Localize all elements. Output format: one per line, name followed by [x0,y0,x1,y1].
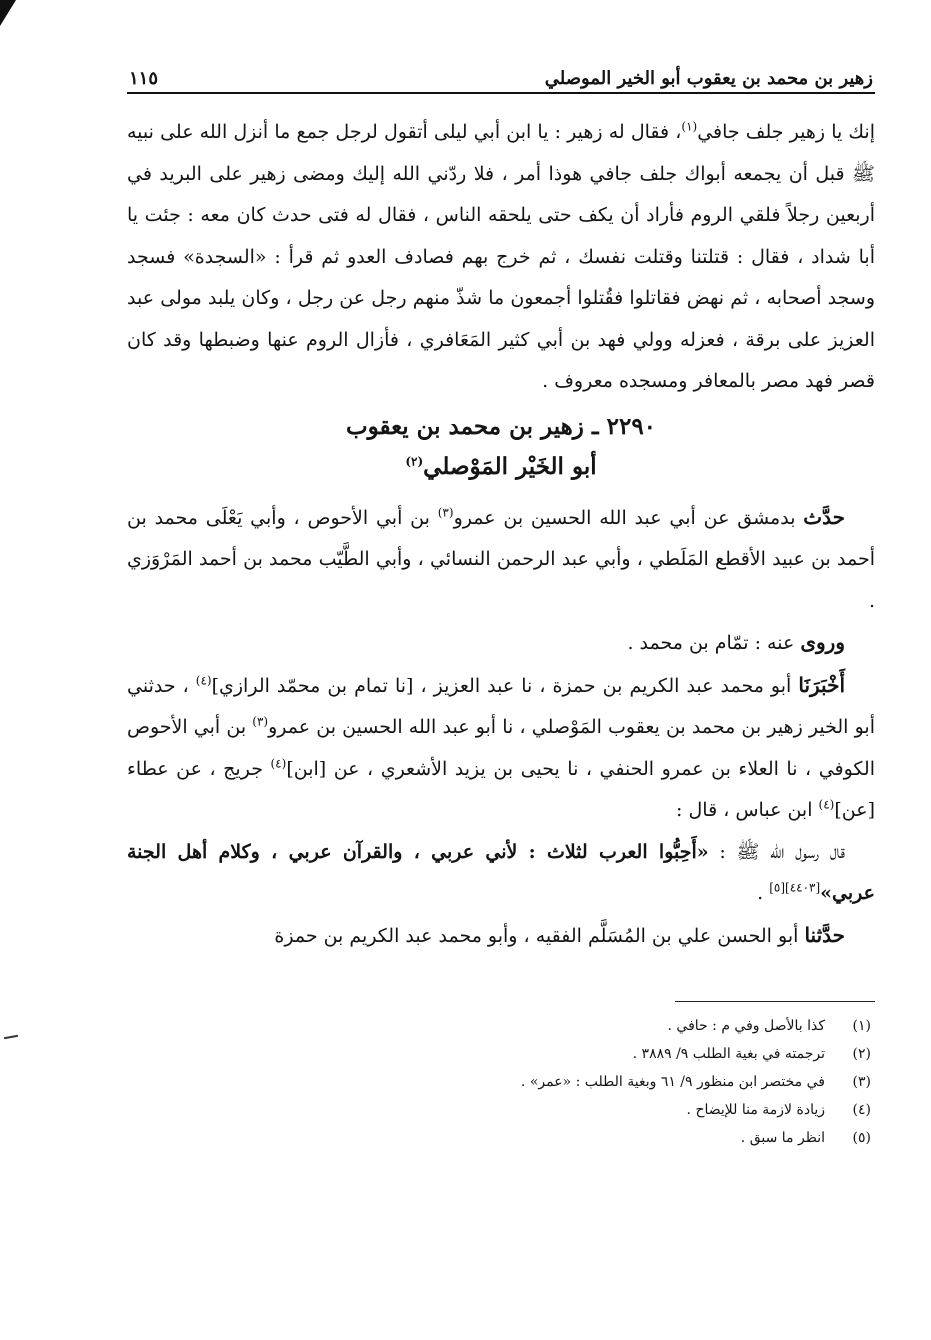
footnote-ref: (٢) [405,453,424,468]
running-title: زهير بن محمد بن يعقوب أبو الخير الموصلي [544,68,873,89]
entry-title: ٢٢٩٠ ـ زهير بن محمد بن يعقوب [345,412,657,440]
paragraph-haddathana [127,915,875,958]
lead-word: حدَّث [803,504,845,529]
paragraph-akhbarana [127,665,875,832]
margin-mark [4,1035,18,1039]
footnote-item [127,1040,875,1068]
text-run: إنك يا زهير جلف جافي [697,121,875,143]
footnote-rule [675,1001,875,1002]
footnote-text: في مختصر ابن منظور ٩/ ٦١ وبغية الطلب : «عمر» . [520,1074,825,1090]
footnotes [127,1001,875,1152]
footnote-item [127,1096,875,1124]
text-run: بن أبي الأحوص الكوفي ، نا العلاء بن عمرو الحنفي ، نا يحيى بن يزيد الأشعري ، عن [ابن] [127,716,875,780]
text-run: أبو محمد عبد الكريم بن حمزة ، نا عبد العزيز ، [نا تمام بن محمّد الرازي] [211,674,799,697]
text-run: بدمشق عن أبي عبد الله الحسين بن عمرو [453,506,804,529]
footnote-number: (١) [852,1018,871,1034]
footnote-text: انظر ما سبق . [740,1130,825,1146]
scan-corner-mark [0,0,16,26]
text-run: ، حدثني أبو الخير زهير بن محمد بن يعقوب المَوْصلي ، نا أبو عبد الله الحسين بن عمرو [127,674,876,738]
footnote-item [127,1124,875,1152]
text-run: عنه : تمّام بن محمد . [627,632,801,654]
lead-word: حدَّثنا [804,922,845,947]
paragraph-haddath [127,497,875,623]
footnote-text: ترجمته في بغية الطلب ٩/ ٣٨٨٩ . [632,1046,825,1062]
text-run: ابن عباس ، قال : [676,799,819,821]
running-header [127,58,875,94]
lead-word: أَخْبَرَنَا [798,672,845,697]
paragraph-hadith [127,832,875,915]
hadith-text: «أَحِبُّوا العرب لثلاث : لأني عربي ، والقرآن عربي ، وكلام أهل الجنة عربي» [127,840,875,904]
footnote-ref: (١) [681,119,698,134]
text-run: أبو الحسن علي بن المُسَلَّم الفقيه ، وأبو محمد عبد الكريم بن حمزة [274,924,805,947]
footnote-number: (٤) [852,1102,871,1118]
text-run: ، فقال له زهير : يا ابن أبي ليلى أتقول لرجل جمع ما أنزل الله على نبيه ﷺ قبل أن يجمعه أبواك جلف جافي هوذا أمر ، فلا ردّني الله إليك ومضى زهير على البريد في أربعين رجلاً فلقي الروم فأراد أن يكف حتى يلحقه الناس ، فقال له فتى حدث كان معه : جئت يا أبا شداد ، فقال : قتلتنا وقتلت نفسك ، ثم خرج بهم فصادف العدو ثم قرأ : «السجدة» فسجد وسجد أصحابه ، ثم نهض فقاتلوا فقُتلوا أجمعون ما شذّ منهم رجل عن رجل ، وكان يلبد مولى عبد العزيز على برقة ، فعزله وولي فهد بن أبي كثير المَعَافري ، فأزال الروم عنها وضبطها وقد كان قصر فهد مصر بالمعافر ومسجده معروف . [127,121,875,392]
footnote-text: زيادة لازمة منا للإيضاح . [686,1102,825,1118]
footnote-text: كذا بالأصل وفي م : حافي . [667,1018,825,1034]
text-run: جريج ، عن عطاء [عن] [127,757,875,821]
footnote-ref: (٣) [252,714,269,729]
paragraph-rawa [127,622,875,665]
footnote-item [127,1012,875,1040]
footnote-number: (٢) [852,1046,871,1062]
page-number: ١١٥ [129,68,159,89]
page [127,58,875,1152]
footnote-ref: (٣) [437,505,454,520]
footnote-ref: (٤) [195,673,212,688]
entry-subtitle [127,447,875,487]
entry-heading [127,407,875,487]
text-run: . [757,882,770,904]
lead-word: وروى [800,630,845,654]
footnote-number: (٣) [852,1074,871,1090]
text-run: قال رسول الله ﷺ : [708,840,845,863]
text-run: بن أبي الأحوص ، وأبي يَعْلَى محمد بن أحمد بن عبيد الأقطع المَلَطي ، وأبي عبد الرحمن النسائي ، وأبي الطَّيّب محمد بن أحمد المَرْوَزي . [127,506,875,612]
footnote-number: (٥) [852,1130,871,1146]
footnote-item [127,1068,875,1096]
continuation-paragraph [127,112,875,403]
footnote-ref: (٤) [270,756,287,771]
entry-kunya: أبو الخَيْر المَوْصلي [423,452,597,480]
body-text [127,112,875,957]
footnote-ref: (٤) [818,797,835,812]
hadith-reference-marks: [٤٤٠٣][٥] [769,880,821,895]
